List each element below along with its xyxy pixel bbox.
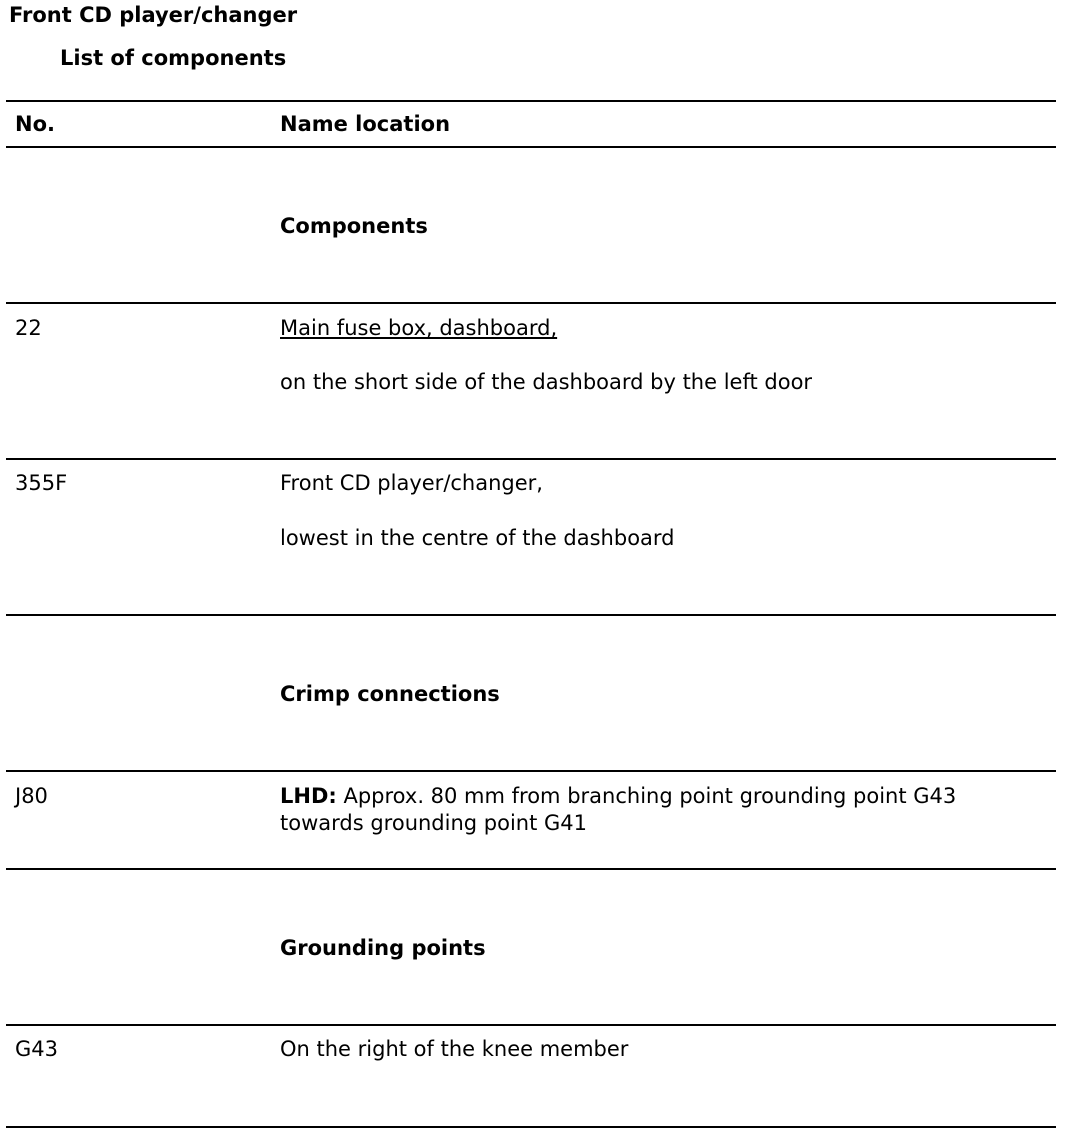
header-name-location: Name location — [280, 112, 451, 136]
row-number: 22 — [15, 316, 42, 340]
grounding-location: On the right of the knee member — [280, 1037, 629, 1061]
component-name: Front CD player/changer, — [280, 471, 543, 495]
row-number: G43 — [15, 1037, 58, 1061]
component-location: lowest in the centre of the dashboard — [280, 526, 675, 550]
row-divider — [6, 614, 1056, 616]
row-number: J80 — [15, 784, 48, 808]
header-bottom-rule — [6, 146, 1056, 148]
row-divider — [6, 458, 1056, 460]
row-divider — [6, 868, 1056, 870]
document-subtitle: List of components — [60, 46, 287, 70]
table-bottom-rule — [6, 1126, 1056, 1128]
lhd-label: LHD: — [280, 784, 337, 808]
row-number: 355F — [15, 471, 68, 495]
section-heading-components: Components — [280, 214, 428, 238]
crimp-description — [280, 783, 1040, 837]
section-heading-crimp-connections: Crimp connections — [280, 682, 500, 706]
row-divider — [6, 1024, 1056, 1026]
header-no: No. — [15, 112, 55, 136]
table-top-rule — [6, 100, 1056, 102]
row-divider — [6, 302, 1056, 304]
component-location: on the short side of the dashboard by the left door — [280, 370, 813, 394]
row-divider — [6, 770, 1056, 772]
document-title: Front CD player/changer — [9, 3, 298, 27]
crimp-text: Approx. 80 mm from branching point grounding point G43 towards grounding point G41 — [280, 784, 957, 835]
component-link-main-fuse-box[interactable]: Main fuse box, dashboard, — [280, 316, 558, 340]
section-heading-grounding-points: Grounding points — [280, 936, 486, 960]
